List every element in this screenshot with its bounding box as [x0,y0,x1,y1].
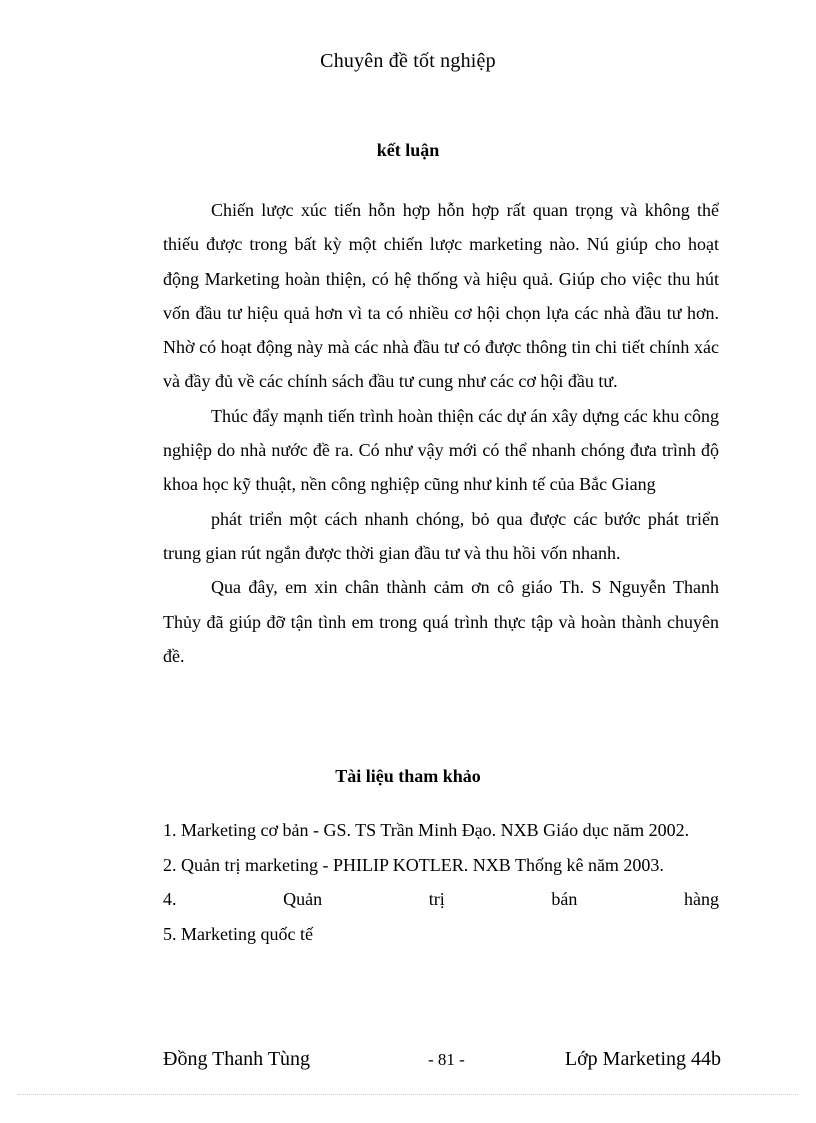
conclusion-heading: kết luận [376,140,440,160]
footer-author: Đồng Thanh Tùng [163,1048,311,1070]
reference-item: 2. Quản trị marketing - PHILIP KOTLER. NXB Thống kê năm 2003. [163,854,664,875]
reference-word: Quản [283,889,323,909]
reference-word: hàng [684,889,719,909]
conclusion-paragraph: Thúc đẩy mạnh tiến trình hoàn thiện các dự án xây dựng các khu công nghiệp do nhà nước đề ra. Có như vậy mới có thể nhanh chóng đưa trình độ khoa học kỹ thuật, nền công nghiệp cũng như kinh tế của Bắc Giang [163,405,719,495]
conclusion-paragraph: Chiến lược xúc tiến hỗn hợp hỗn hợp rất quan trọng và không thể thiếu được trong bất kỳ một chiến lược marketing nào. Nú giúp cho hoạt động Marketing hoàn thiện, có hệ thống và hiệu quả. Giúp cho việc thu hút vốn đầu tư hiệu quả hơn vì ta có nhiều cơ hội chọn lựa các nhà đầu tư hơn. Nhờ có hoạt động này mà các nhà đầu tư có được thông tin chi tiết chính xác và đầy đủ về các chính sách đầu tư cung như các cơ hội đầu tư. [163,200,719,392]
reference-number: 4. [163,889,177,909]
page-header: Chuyên đề tốt nghiệp [320,50,496,72]
reference-item: 1. Marketing cơ bản - GS. TS Trần Minh Đạo. NXB Giáo dục năm 2002. [163,820,690,840]
conclusion-body [163,193,719,673]
page-number: - 81 - [428,1050,465,1069]
conclusion-paragraph: Qua đây, em xin chân thành cảm ơn cô giáo Th. S Nguyễn Thanh Thủy đã giúp đỡ tận tình em trong quá trình thực tập và hoàn thành chuyên đề. [163,577,719,666]
references-heading: Tài liệu tham khảo [335,766,481,786]
reference-word: bán [551,889,578,909]
reference-word: trị [428,889,445,909]
reference-item: 5. Marketing quốc tế [163,923,313,944]
footer-class: Lớp Marketing 44b [564,1048,721,1070]
page-bottom-rule [18,1094,798,1095]
reference-item [163,882,719,917]
page-footer [163,1048,721,1078]
conclusion-paragraph: phát triển một cách nhanh chóng, bỏ qua được các bước phát triển trung gian rút ngắn được thời gian đầu tư và thu hồi vốn nhanh. [163,508,719,563]
references-list [163,813,719,951]
